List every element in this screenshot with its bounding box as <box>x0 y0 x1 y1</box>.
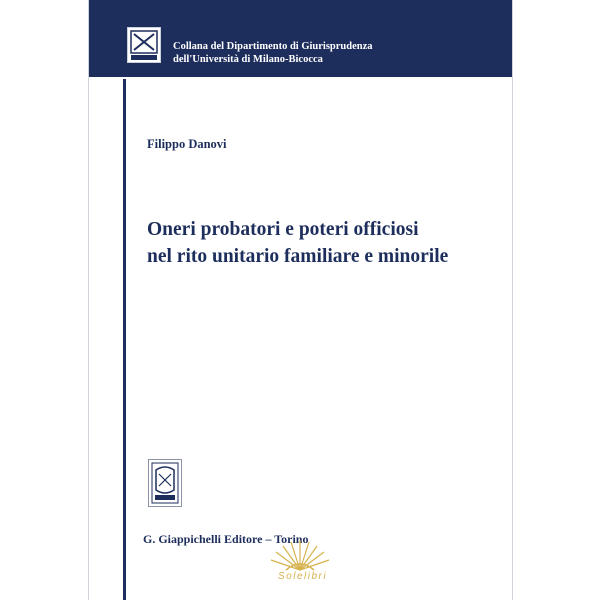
title-line-2: nel rito unitario familiare e minorile <box>147 246 449 267</box>
book-cover <box>88 0 513 600</box>
publisher-emblem-icon <box>148 459 182 507</box>
series-header-band <box>89 0 512 77</box>
title-line-1: Oneri probatori e poteri officiosi <box>147 219 419 240</box>
vertical-rule <box>123 79 126 600</box>
university-seal-icon <box>127 27 161 63</box>
series-line-2: dell'Università di Milano-Bicocca <box>173 54 323 65</box>
book-title <box>147 216 448 270</box>
sun-rays-icon <box>255 532 345 592</box>
publisher-name: G. Giappichelli Editore – Torino <box>143 532 309 546</box>
solelibri-label: Solelibri <box>278 571 328 582</box>
series-line-1: Collana del Dipartimento di Giurisprudenza <box>173 41 373 52</box>
series-name <box>173 40 373 66</box>
author-name: Filippo Danovi <box>147 137 227 151</box>
